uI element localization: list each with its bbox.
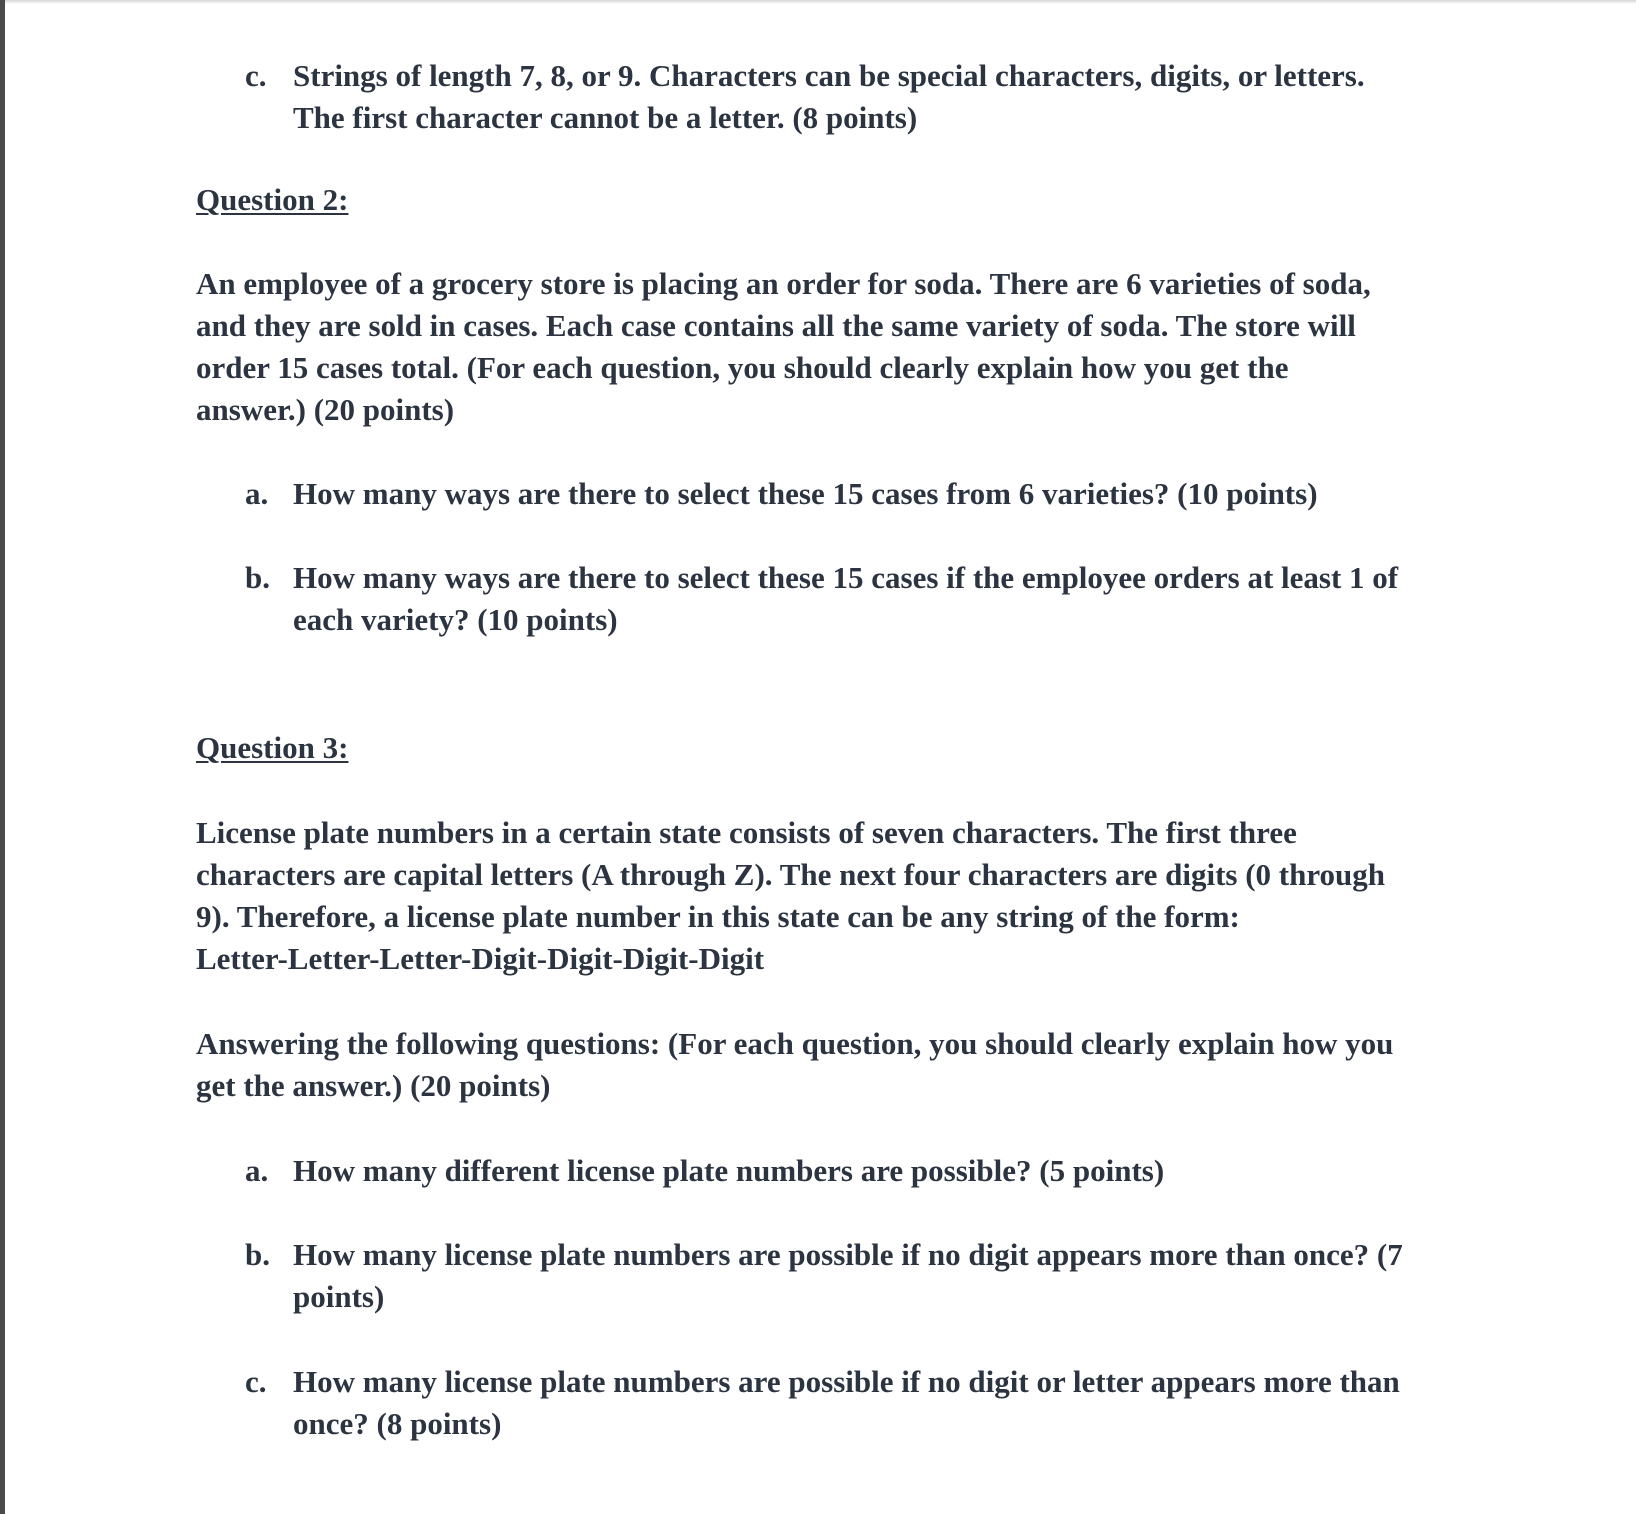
q2-item-b-line-1: How many ways are there to select these 15 cases if the employee orders at least 1 of	[293, 560, 1399, 595]
question-2-heading: Question 2:	[196, 182, 349, 217]
q1-item-c-marker: c.	[245, 58, 267, 93]
q3-instruction-line-2: get the answer.) (20 points)	[196, 1068, 551, 1103]
q3-intro-line-1: License plate numbers in a certain state consists of seven characters. The first three	[196, 815, 1297, 850]
question-3-heading: Question 3:	[196, 730, 349, 765]
q3-plate-format: Letter-Letter-Letter-Digit-Digit-Digit-Digit	[196, 941, 765, 976]
q3-item-c-marker: c.	[245, 1364, 267, 1399]
q3-item-a-line-1: How many different license plate numbers are possible? (5 points)	[293, 1153, 1165, 1188]
q1-item-c-line-2: The first character cannot be a letter. (8 points)	[293, 100, 918, 135]
q2-item-a-line-1: How many ways are there to select these 15 cases from 6 varieties? (10 points)	[293, 476, 1318, 511]
q2-item-a-marker: a.	[245, 476, 269, 511]
q2-intro-line-3: order 15 cases total. (For each question, you should clearly explain how you get the	[196, 350, 1289, 385]
q3-item-b-marker: b.	[245, 1237, 270, 1272]
q2-intro-line-1: An employee of a grocery store is placing an order for soda. There are 6 varieties of soda,	[196, 266, 1371, 301]
q3-intro-line-2: characters are capital letters (A through Z). The next four characters are digits (0 through	[196, 857, 1386, 892]
q3-item-b-line-2: points)	[293, 1279, 385, 1314]
q3-item-c-line-1: How many license plate numbers are possible if no digit or letter appears more than	[293, 1364, 1400, 1399]
q3-item-c-line-2: once? (8 points)	[293, 1406, 502, 1441]
q2-item-b-marker: b.	[245, 560, 270, 595]
q3-instruction-line-1: Answering the following questions: (For each question, you should clearly explain how you	[196, 1026, 1394, 1061]
q3-item-b-line-1: How many license plate numbers are possible if no digit appears more than once? (7	[293, 1237, 1403, 1272]
q2-item-b-line-2: each variety? (10 points)	[293, 602, 618, 637]
q3-item-a-marker: a.	[245, 1153, 269, 1188]
q2-intro-line-2: and they are sold in cases. Each case contains all the same variety of soda. The store will	[196, 308, 1356, 343]
q3-intro-line-3: 9). Therefore, a license plate number in this state can be any string of the form:	[196, 899, 1240, 934]
q1-item-c-line-1: Strings of length 7, 8, or 9. Characters can be special characters, digits, or letters.	[293, 58, 1365, 93]
q2-intro-line-4: answer.) (20 points)	[196, 392, 455, 427]
